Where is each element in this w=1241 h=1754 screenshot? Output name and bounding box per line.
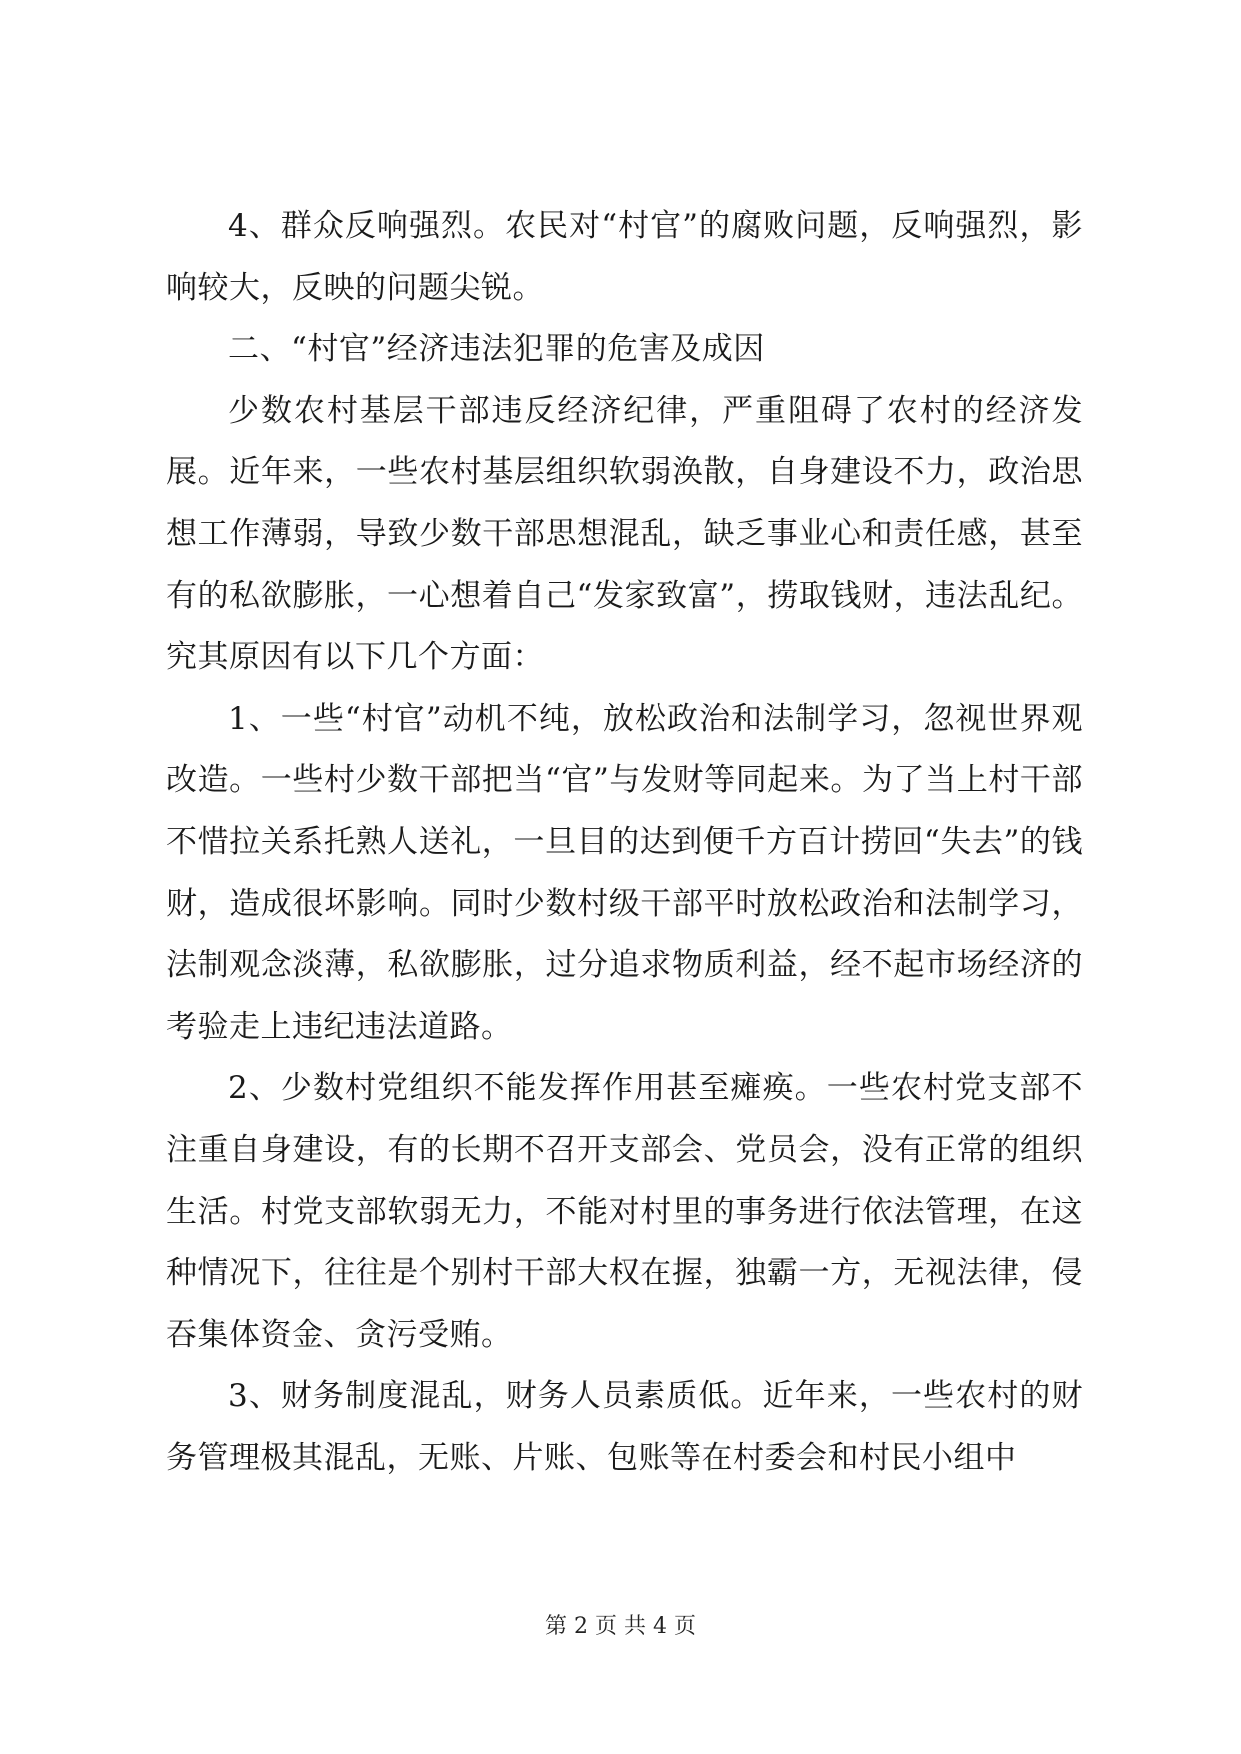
paragraph-reason-1: 1、一些“村官”动机不纯，放松政治和法制学习，忽视世界观改造。一些村少数干部把当“官”与发财等同起来。为了当上村干部不惜拉关系托熟人送礼，一旦目的达到便千方百计捞回“失去”的钱财，造成很坏影响。同时少数村级干部平时放松政治和法制学习，法制观念淡薄，私欲膨胀，过分追求物质利益，经不起市场经济的考验走上违纪违法道路。 [166, 700, 1083, 1045]
paragraph-intro: 少数农村基层干部违反经济纪律，严重阻碍了农村的经济发展。近年来，一些农村基层组织软弱涣散，自身建设不力，政治思想工作薄弱，导致少数干部思想混乱，缺乏事业心和责任感，甚至有的私欲膨胀，一心想着自己“发家致富”，捞取钱财，违法乱纪。究其原因有以下几个方面： [166, 392, 1083, 676]
document-body [166, 196, 1083, 1489]
paragraph-item-4: 4、群众反响强烈。农民对“村官”的腐败问题，反响强烈，影响较大，反映的问题尖锐。 [166, 208, 1083, 306]
section-heading-2: 二、“村官”经济违法犯罪的危害及成因 [228, 331, 765, 368]
page-footer: 第 2 页 共 4 页 [545, 1614, 696, 1639]
paragraph-reason-3: 3、财务制度混乱，财务人员素质低。近年来，一些农村的财务管理极其混乱，无账、片账、包账等在村委会和村民小组中 [166, 1378, 1083, 1476]
paragraph-reason-2: 2、少数村党组织不能发挥作用甚至瘫痪。一些农村党支部不注重自身建设，有的长期不召开支部会、党员会，没有正常的组织生活。村党支部软弱无力，不能对村里的事务进行依法管理，在这种情况下，往往是个别村干部大权在握，独霸一方，无视法律，侵吞集体资金、贪污受贿。 [166, 1070, 1083, 1353]
